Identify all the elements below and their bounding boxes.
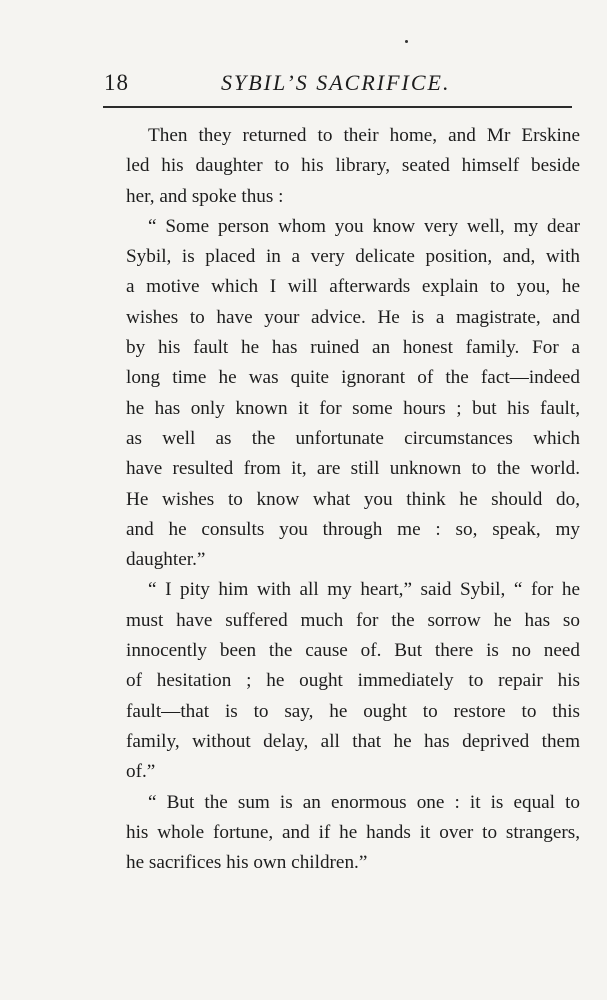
- text-line: and he consults you through me : so, speak, my: [126, 518, 580, 540]
- text-line: He wishes to know what you think he should do,: [126, 488, 580, 510]
- text-line: of.”: [126, 761, 156, 783]
- text-line: a motive which I will afterwards explain to you, he: [126, 276, 580, 298]
- text-line: Sybil, is placed in a very delicate position, and, with: [126, 246, 580, 268]
- text-line: her, and spoke thus :: [126, 185, 284, 207]
- header-rule: [103, 106, 572, 108]
- text-line: long time he was quite ignorant of the fact—indeed: [126, 367, 580, 389]
- paragraph: [104, 575, 580, 787]
- text-line: innocently been the cause of. But there is no need: [126, 640, 580, 662]
- page-number: 18: [104, 70, 129, 95]
- text-line: he sacrifices his own children.”: [126, 852, 368, 874]
- text-line: family, without delay, all that he has deprived them: [126, 730, 580, 752]
- text-line: by his fault he has ruined an honest family. For a: [126, 337, 580, 359]
- paragraph: [104, 121, 580, 212]
- running-head: SYBIL’S SACRIFICE.: [221, 70, 451, 95]
- text-line: fault—that is to say, he ought to restore to this: [126, 700, 580, 722]
- text-line: must have suffered much for the sorrow he has so: [126, 609, 580, 631]
- text-line: led his daughter to his library, seated himself beside: [126, 155, 580, 177]
- text-line: have resulted from it, are still unknown to the world.: [126, 458, 580, 480]
- text-line: of hesitation ; he ought immediately to repair his: [126, 670, 580, 692]
- text-line: “ Some person whom you know very well, my dear: [148, 215, 580, 237]
- text-line: he has only known it for some hours ; but his fault,: [126, 397, 580, 419]
- text-line: Then they returned to their home, and Mr Erskine: [148, 125, 580, 146]
- text-line: his whole fortune, and if he hands it over to strangers,: [126, 821, 580, 843]
- text-line: “ I pity him with all my heart,” said Sybil, “ for he: [148, 579, 580, 601]
- paragraph: [104, 212, 580, 576]
- paragraph: [104, 788, 580, 879]
- text-line: wishes to have your advice. He is a magistrate, and: [126, 306, 580, 328]
- text-line: daughter.”: [126, 549, 206, 571]
- text-line: as well as the unfortunate circumstances which: [126, 427, 580, 449]
- text-line: “ But the sum is an enormous one : it is equal to: [148, 791, 580, 813]
- text-body: [104, 121, 580, 878]
- paper-speck: [405, 40, 408, 43]
